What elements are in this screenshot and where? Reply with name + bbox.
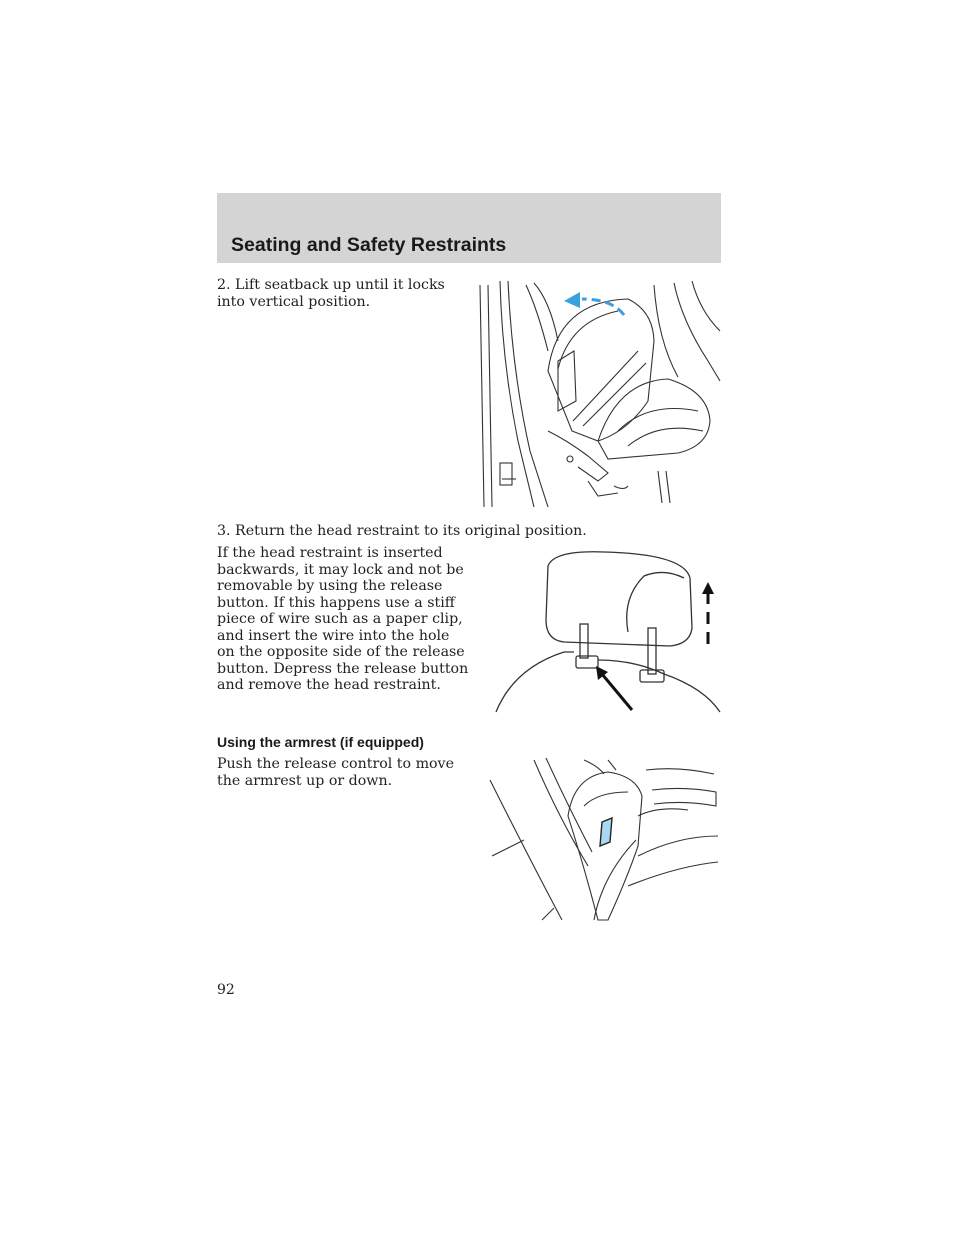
armrest-illustration	[488, 756, 720, 922]
armrest-text: Push the release control to move the armrest up or down.	[217, 756, 454, 789]
section-title: Seating and Safety Restraints	[231, 234, 507, 256]
section-header	[217, 193, 721, 263]
page-number: 92	[217, 982, 235, 998]
seatback-lift-illustration	[478, 281, 722, 509]
step-2-text: 2. Lift seatback up until it locks into vertical position.	[217, 277, 445, 310]
head-restraint-note: If the head restraint is inserted backwards, it may lock and not be removable by using the release button. If this happens use a stiff piece of wire such as a paper clip, and insert the wire into the hole on the opposite side of the release button. Depress the release button and remove the head restraint.	[217, 545, 469, 693]
armrest-heading: Using the armrest (if equipped)	[217, 734, 424, 750]
step-3-text: 3. Return the head restraint to its original position.	[217, 523, 587, 539]
head-restraint-illustration	[494, 548, 722, 714]
